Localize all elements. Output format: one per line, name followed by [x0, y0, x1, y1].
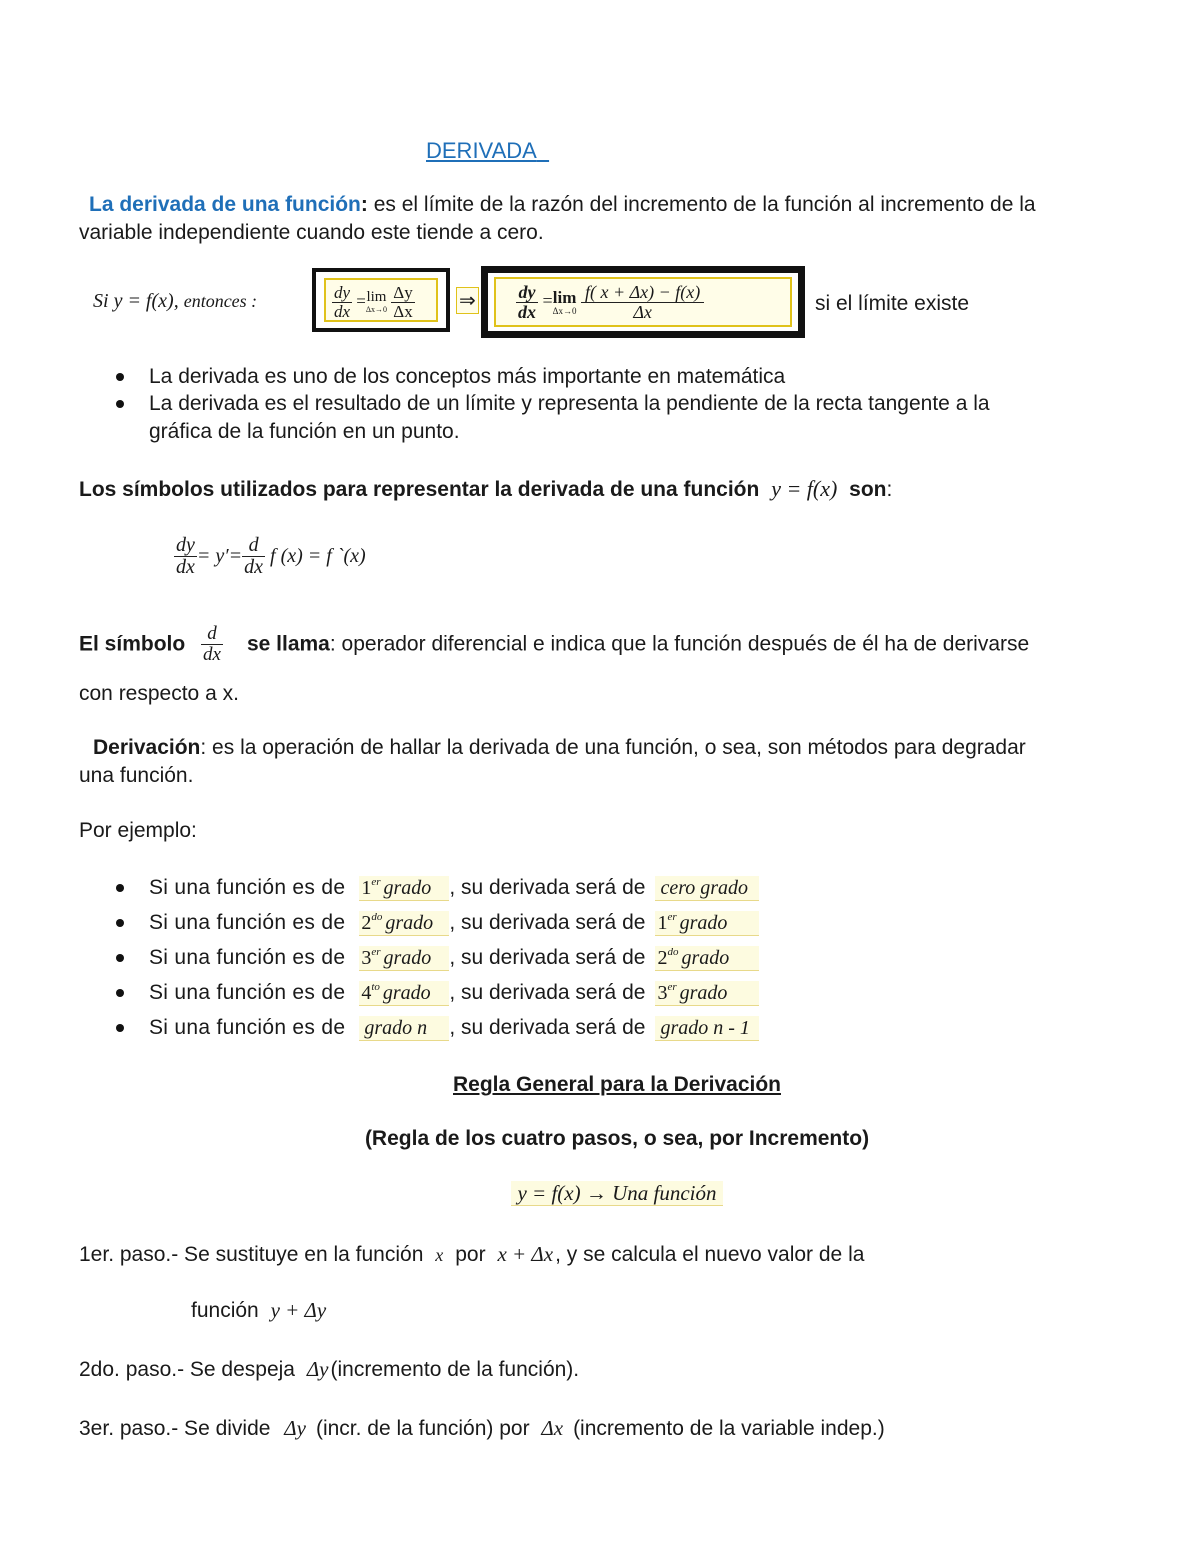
step-3	[79, 1416, 885, 1441]
bullet-dot	[116, 1024, 124, 1032]
rule-function-text: y = f(x) → Una función	[511, 1181, 722, 1206]
step-1-por: por	[455, 1243, 486, 1266]
step-3-expr-1: Δy	[284, 1416, 306, 1440]
degree-row	[149, 946, 759, 971]
to-degree-suffix: er	[667, 911, 677, 923]
delta-x-denominator: Δx	[393, 301, 413, 321]
step-2-text-b: (incremento de la función).	[330, 1358, 580, 1381]
delta-y-numerator: Δy	[393, 283, 413, 302]
bullet-dot	[116, 989, 124, 997]
rule-function-line	[0, 1181, 1200, 1206]
degree-middle: , su derivada será de	[449, 981, 646, 1004]
step-3-text-a: 3er. paso.- Se divide	[79, 1417, 271, 1440]
symbols-heading-colon: :	[886, 478, 893, 501]
step-1-line-1	[79, 1242, 864, 1267]
dy-dx-fraction	[332, 284, 352, 321]
degree-row	[149, 876, 759, 901]
step-1-text-b: , y se calcula el nuevo valor de la	[555, 1243, 865, 1266]
operator-dx: dx	[203, 643, 221, 665]
equals-sign: =	[356, 291, 366, 311]
from-degree-number: 3	[361, 947, 372, 969]
intro-bullet-1: La derivada es uno de los conceptos más importante en matemática	[149, 365, 786, 388]
to-degree-number: 3	[657, 982, 668, 1004]
from-degree-number: 1	[361, 877, 372, 899]
operator-text-1: : operador diferencial e indica que la función después de él ha de derivarse	[329, 632, 1030, 656]
to-degree	[655, 1016, 759, 1041]
formula-si: Si	[93, 290, 109, 312]
operator-label: El símbolo	[79, 632, 186, 656]
from-degree-word: grado	[385, 912, 434, 934]
page-title	[426, 138, 549, 164]
dy-numerator-2: dy	[516, 283, 538, 303]
dx-denominator-2: dx	[518, 301, 536, 322]
bullet-dot	[116, 919, 124, 927]
from-degree	[359, 981, 449, 1006]
to-degree	[655, 911, 759, 936]
notation-dy: dy	[176, 534, 195, 556]
from-degree	[359, 946, 449, 971]
operator-line-1	[79, 624, 1029, 665]
from-degree-suffix: do	[371, 911, 383, 923]
degree-prefix: Si una función es de	[149, 876, 346, 899]
definition-text-1: es el límite de la razón del incremento de la función al incremento de la	[367, 193, 1036, 216]
degree-middle: , su derivada será de	[449, 1016, 646, 1039]
degree-prefix: Si una función es de	[149, 1016, 346, 1039]
step-3-text-c: (incremento de la variable indep.)	[573, 1417, 885, 1440]
lim-operator-2	[553, 289, 577, 316]
derivation-line-2: una función.	[79, 764, 194, 787]
step-2	[79, 1357, 579, 1382]
degree-prefix: Si una función es de	[149, 981, 346, 1004]
notation-dx: dx	[176, 556, 195, 578]
formula-y-eq-fx: y = f(x),	[113, 290, 179, 312]
to-degree	[655, 946, 759, 971]
from-degree-suffix: er	[371, 876, 381, 888]
definition-line-2: variable independiente cuando este tiende a cero.	[79, 221, 544, 244]
lim-subscript: Δx→0	[365, 305, 388, 315]
lim-text-2: lim	[552, 287, 577, 307]
difference-denominator: Δx	[633, 301, 652, 322]
step-1-text-c: función	[191, 1299, 259, 1322]
notation-d-dx	[242, 535, 265, 578]
definition-line-1	[89, 193, 1036, 217]
to-degree-suffix: do	[667, 946, 679, 958]
bullet-dot	[116, 884, 124, 892]
lim-subscript-2: Δx→0	[552, 305, 577, 316]
degree-middle: , su derivada será de	[449, 876, 646, 899]
notation-equation	[174, 535, 366, 578]
difference-quotient	[581, 283, 704, 322]
example-label: Por ejemplo:	[79, 819, 197, 842]
derivation-text-1: : es la operación de hallar la derivada de una función, o sea, son métodos para degradar	[200, 736, 1026, 759]
notation-dx-2: dx	[244, 556, 264, 578]
derivative-definition-box	[481, 266, 805, 338]
step-1-yexpr: y + Δy	[270, 1298, 327, 1322]
page-title-text: DERIVADA	[426, 138, 537, 163]
step-2-text-a: 2do. paso.- Se despeja	[79, 1358, 295, 1381]
derivation-line-1	[93, 736, 1026, 760]
to-degree-number: 2	[657, 947, 668, 969]
dx-denominator: dx	[334, 301, 351, 321]
limit-formula-short	[332, 284, 415, 321]
degree-row	[149, 911, 759, 936]
lim-text: lim	[366, 289, 387, 306]
to-degree-word: grado	[681, 947, 730, 969]
operator-called: se llama	[246, 632, 330, 656]
symbols-heading	[79, 476, 892, 502]
from-degree-word: grado	[382, 982, 431, 1004]
dy-dx-fraction-2	[516, 283, 538, 322]
rule-subheading: (Regla de los cuatro pasos, o sea, por Incremento)	[364, 1127, 870, 1150]
operator-d: d	[201, 624, 223, 645]
derivative-definition-box-inner	[494, 277, 792, 327]
degree-middle: , su derivada será de	[449, 911, 646, 934]
derivation-term: Derivación	[93, 736, 201, 759]
operator-line-2: con respecto a x.	[79, 682, 239, 705]
to-degree-word: cero grado	[660, 877, 749, 899]
symbols-heading-end: son	[849, 478, 887, 501]
degree-prefix: Si una función es de	[149, 946, 346, 969]
to-degree-suffix: er	[667, 981, 677, 993]
delta-fraction	[391, 284, 414, 321]
symbols-heading-text: Los símbolos utilizados para representar la derivada de una función	[79, 478, 760, 501]
implies-arrow: ⇒	[456, 287, 479, 314]
to-degree	[655, 981, 759, 1006]
formula-entonces: entonces :	[183, 291, 258, 311]
to-degree-number: 1	[657, 912, 668, 934]
from-degree-suffix: to	[371, 981, 380, 993]
difference-numerator: f( x + Δx) − f(x)	[581, 283, 704, 303]
to-degree-word: grado n - 1	[660, 1017, 750, 1039]
dy-numerator: dy	[334, 283, 351, 302]
formula-premise	[93, 290, 257, 313]
step-3-text-b: (incr. de la función) por	[315, 1417, 530, 1440]
from-degree	[359, 1016, 449, 1041]
to-degree	[655, 876, 759, 901]
step-1-text-a: 1er. paso.- Se sustituye en la función	[79, 1243, 424, 1266]
from-degree	[359, 876, 449, 901]
step-3-expr-2: Δx	[541, 1416, 564, 1440]
to-degree-word: grado	[679, 912, 728, 934]
degree-prefix: Si una función es de	[149, 911, 346, 934]
symbols-heading-math: y = f(x)	[771, 476, 838, 501]
notation-d: d	[242, 535, 265, 557]
degree-middle: , su derivada será de	[449, 946, 646, 969]
from-degree-suffix: er	[371, 946, 381, 958]
definition-colon: :	[360, 193, 368, 216]
notation-dy-dx	[174, 535, 197, 578]
step-1-x: x	[435, 1245, 444, 1265]
from-degree	[359, 911, 449, 936]
bullet-dot-1	[116, 373, 124, 381]
step-1-expr: x + Δx	[497, 1242, 554, 1266]
from-degree-word: grado	[383, 877, 432, 899]
bullet-dot	[116, 954, 124, 962]
degree-row	[149, 981, 759, 1006]
limit-definition-box	[312, 268, 450, 332]
from-degree-number: 4	[361, 982, 372, 1004]
from-degree-word: grado n	[364, 1017, 428, 1039]
equals-sign-2: =	[542, 290, 553, 311]
intro-bullet-2: La derivada es el resultado de un límite y representa la pendiente de la recta tangente a la	[149, 392, 990, 415]
bullet-dot-2	[116, 400, 124, 408]
degree-row	[149, 1016, 759, 1041]
from-degree-number: 2	[361, 912, 372, 934]
operator-d-dx	[201, 624, 223, 665]
from-degree-word: grado	[383, 947, 432, 969]
notation-yprime: = y′=	[196, 545, 243, 567]
to-degree-word: grado	[679, 982, 728, 1004]
limit-formula-full	[516, 283, 704, 322]
rule-heading: Regla General para la Derivación	[453, 1073, 781, 1096]
lim-operator	[366, 290, 387, 314]
step-2-expr: Δy	[306, 1357, 329, 1381]
intro-bullet-2-cont: gráfica de la función en un punto.	[149, 420, 460, 443]
definition-term: La derivada de una función	[89, 193, 361, 216]
step-1-line-2	[191, 1298, 326, 1323]
limit-condition: si el límite existe	[815, 292, 970, 315]
limit-definition-box-inner	[324, 278, 438, 322]
notation-rest: f (x) = f `(x)	[270, 545, 366, 567]
